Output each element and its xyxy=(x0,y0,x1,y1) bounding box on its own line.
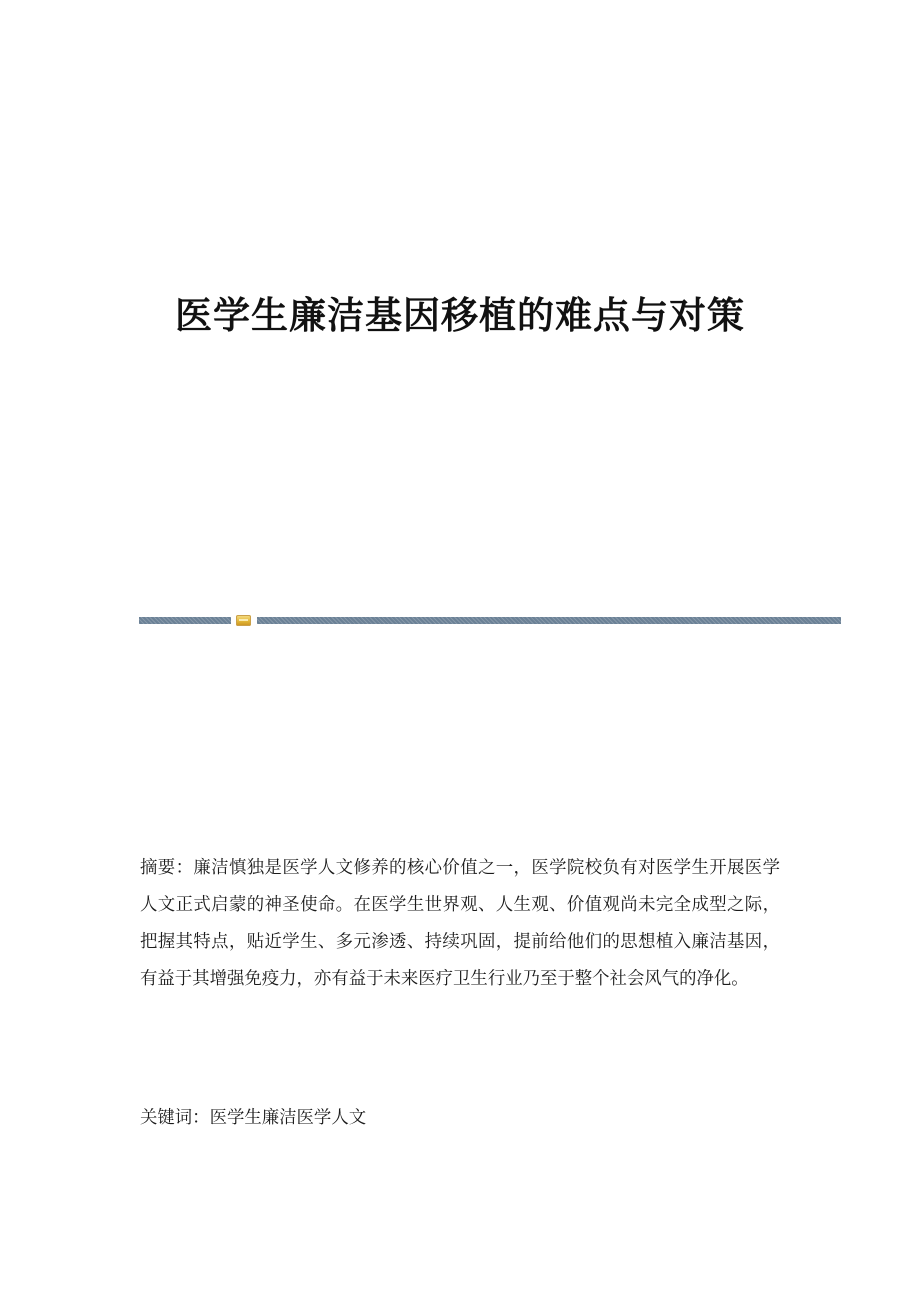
document-title: 医学生廉洁基因移植的难点与对策 xyxy=(175,292,745,337)
keywords-text: 医学生廉洁医学人文 xyxy=(209,1108,367,1128)
keywords-line xyxy=(140,1100,780,1137)
gold-ornament-icon xyxy=(236,615,251,626)
keywords-label: 关键词： xyxy=(140,1108,210,1128)
section-divider xyxy=(139,615,841,625)
abstract-text: 廉洁慎独是医学人文修养的核心价值之一，医学院校负有对医学生开展医学人文正式启蒙的神圣使命。在医学生世界观、人生观、价值观尚未完全成型之际，把握其特点，贴近学生、多元渗透、持续巩固，提前给他们的思想植入廉洁基因，有益于其增强免疫力，亦有益于未来医疗卫生行业乃至于整个社会风气的净化。 xyxy=(140,858,780,989)
abstract-label: 摘要： xyxy=(140,858,194,878)
divider-bar-left xyxy=(139,617,231,624)
abstract-paragraph xyxy=(140,850,780,998)
divider-bar-right xyxy=(257,617,841,624)
